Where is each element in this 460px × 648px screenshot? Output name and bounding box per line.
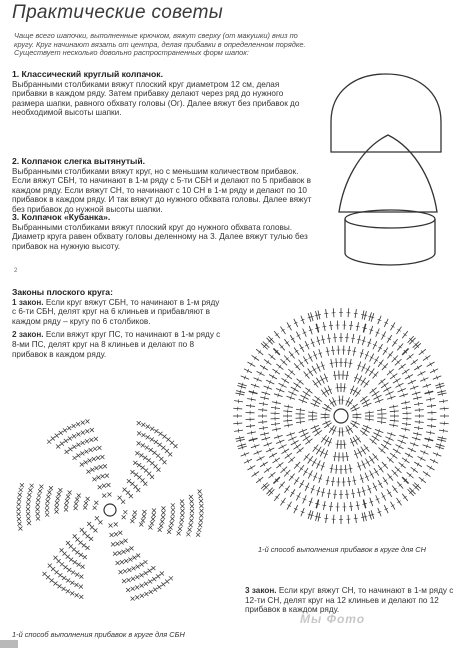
law-3-label: 3 закон. xyxy=(245,586,277,595)
sn-wedge xyxy=(310,427,372,524)
sbn-wedge xyxy=(122,489,204,536)
sn-increase-diagram xyxy=(225,300,457,537)
section-2-text: Выбранными столбиками вяжут круг, но с меньшим количеством прибавок. Если вяжут СБН, то начинают в 1-м ряду с 5-ти СБН и делают по 5 прибавок в каждом ряду. Если вяжут СН, то начинают с 10 СН в 1-м ряду и делают по 10 прибавок в каждом ряду. И так вяжут до нужного обхвата головы. Далее вяжут без прибавок до нужной высоты шапки. xyxy=(12,166,312,214)
hat-kubanka-shape xyxy=(340,205,440,267)
section-3-text: Выбранными столбиками вяжут плоский круг до нужного обхвата головы. Диаметр круга равен обхвату головы деленному на 3. Далее вяжут тулью без прибавок на нужную высоту. xyxy=(12,222,308,251)
watermark: Мы Фото xyxy=(300,612,366,626)
sn-wedge xyxy=(352,385,449,447)
corner-mark xyxy=(0,640,18,648)
section-1 xyxy=(12,70,312,118)
section-1-text: Выбранными столбиками вяжут плоский круг диаметром 12 см, делая прибавки в каждом ряду. Затем прибавку делают через ряд до нужного размера шапки, равного обхвату головы (Ог). Далее вяжут без прибавок до необходимой высоты шапки. xyxy=(12,79,300,118)
laws-block xyxy=(12,288,222,359)
law-2 xyxy=(12,330,222,359)
section-3-heading: 3. Колпачок «Кубанка». xyxy=(12,212,111,222)
center-ring xyxy=(334,409,348,423)
intro-text: Чаще всего шапочки, выполненные крючком, вяжут сверху (от макушки) вниз по кругу. Круг начинают вязать от центра, делая прибавки в определенном порядке. Существует несколько довольно распространенных форм шапок: xyxy=(14,31,306,58)
law-2-text: Если вяжут круг ПС, то начинают в 1-м ряду с 8-ми ПС, делят круг на 8 клиньев и делают по 8 прибавок в каждом ряду. xyxy=(12,330,221,359)
section-2 xyxy=(12,157,312,215)
sbn-wedge xyxy=(17,483,99,530)
laws-heading: Законы плоского круга: xyxy=(12,287,113,297)
law-3-text: Если круг вяжут СН, то начинают в 1-м ряду с 12-ти СН, делят круг на 12 клиньев и делают по 12 прибавок в каждом ряду. xyxy=(245,586,454,615)
law-1-text: Если круг вяжут СБН, то начинают в 1-м ряду с 6-ти СБН, делят круг на 6 клиньев и прибавляют в каждом ряду – кругу по 6 столбиков. xyxy=(12,297,220,326)
page-title: Практические советы xyxy=(12,2,223,23)
sn-wedge xyxy=(310,308,372,405)
sbn-increase-diagram xyxy=(10,405,220,620)
law-1 xyxy=(12,298,222,327)
law-2-label: 2 закон. xyxy=(12,330,44,340)
section-3 xyxy=(12,213,312,251)
section-2-heading: 2. Колпачок слегка вытянутый. xyxy=(12,156,146,166)
section-1-heading: 1. Классический круглый колпачок. xyxy=(12,69,163,79)
sn-diagram-caption: 1-й способ выполнения прибавок в круге для СН xyxy=(258,545,426,554)
sbn-wedge xyxy=(42,516,102,599)
law-1-label: 1 закон. xyxy=(12,297,44,307)
sbn-wedge xyxy=(109,522,173,600)
sbn-wedge xyxy=(47,419,111,497)
law-3 xyxy=(245,586,455,615)
center-ring xyxy=(104,504,116,516)
sbn-wedge xyxy=(118,421,178,504)
page-mark: 2 xyxy=(14,268,18,274)
hat-elongated-shape xyxy=(333,130,443,215)
sbn-diagram-caption: 1-й способ выполнения прибавок в круге для СБН xyxy=(12,630,185,639)
sn-wedge xyxy=(233,385,330,447)
